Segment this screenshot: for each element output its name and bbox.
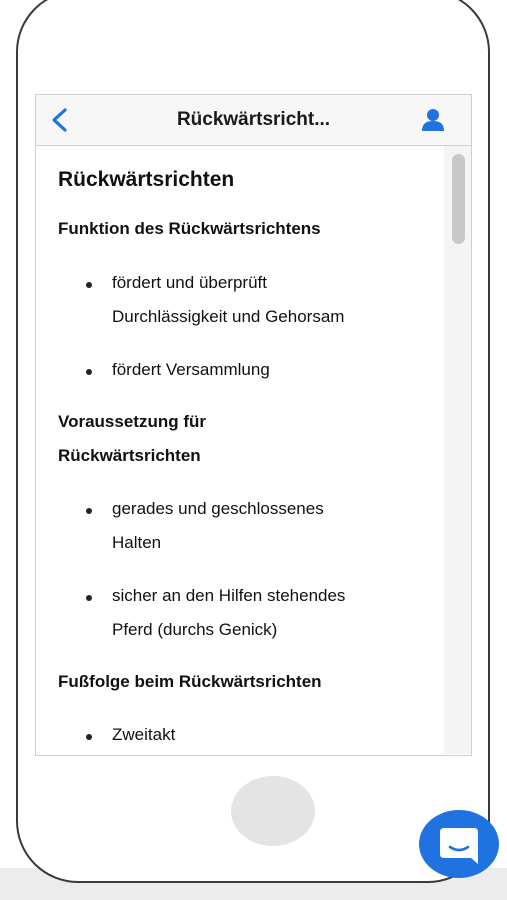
chat-bubble-icon [419,810,499,878]
list-item: gerades und geschlossenes [112,499,324,518]
user-icon [420,108,446,132]
chevron-left-icon [48,107,72,133]
chat-button[interactable] [419,810,499,878]
list-item-continued: Pferd (durchs Genick) [112,620,278,639]
section-heading: Voraussetzung für [58,412,206,431]
bullet-dot [86,734,92,740]
article-title: Rückwärtsrichten [58,168,235,191]
list-item: fördert und überprüft [112,273,267,292]
list-item: Zweitakt [112,725,176,744]
section-heading-continued: Rückwärtsrichten [58,446,201,465]
list-item: sicher an den Hilfen stehendes [112,586,346,605]
section-heading: Funktion des Rückwärtsrichtens [58,219,321,238]
profile-button[interactable] [420,108,446,132]
back-button[interactable] [48,107,72,133]
article-content [36,146,443,754]
scrollbar-thumb[interactable] [452,154,465,244]
section-heading: Fußfolge beim Rückwärtsrichten [58,672,322,691]
navigation-bar [36,95,471,146]
scrollbar-track[interactable] [444,146,471,754]
bullet-dot [86,595,92,601]
page-title: Rückwärtsricht... [176,109,331,130]
bullet-dot [86,369,92,375]
home-button[interactable] [231,776,315,846]
bullet-dot [86,508,92,514]
list-item-continued: Halten [112,533,162,552]
list-item-continued: Durchlässigkeit und Gehorsam [112,307,345,326]
list-item: fördert Versammlung [112,360,270,379]
bullet-dot [86,282,92,288]
app-screen [35,94,472,756]
